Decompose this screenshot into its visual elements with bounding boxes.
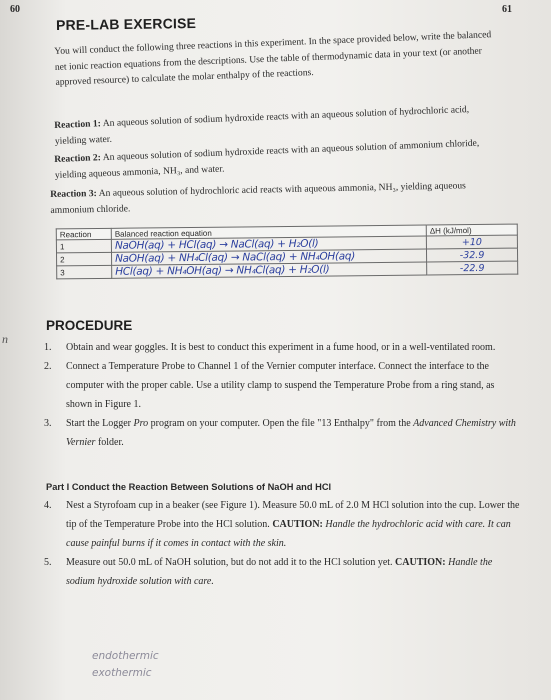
list-item [40, 553, 520, 591]
step-text: Nest a Styrofoam cup in a beaker (see Figure 1). Measure 50.0 mL of 2.0 M HCl solution into the cup. Lower the tip of the Temperature Probe into the HCl solution. [66, 500, 520, 530]
caution-text: Handle the sodium hydroxide solution with care. [66, 557, 493, 587]
reaction-3-description [50, 178, 497, 218]
part-1-steps [40, 496, 520, 591]
step-text: Connect a Temperature Probe to Channel 1 of the Vernier computer interface. Connect the interface to the computer with the proper cable. Use a utility clamp to suspend the Temperature Probe from a ring stand, as shown in Figure 1. [66, 361, 495, 410]
handwritten-equation: HCl(aq) + NH₄OH(aq) → NH₄Cl(aq) + H₂O(l) [112, 262, 427, 278]
list-item [40, 414, 520, 452]
step-text-italic: Pro [133, 418, 149, 429]
caution-label: CAUTION: [272, 519, 323, 530]
step-number: 1. [44, 342, 52, 353]
reaction-3-text: An aqueous solution of hydrochloric acid reacts with aqueous ammonia, NH₃, yielding aqueous ammonium chloride. [50, 180, 466, 216]
handwritten-note: exothermic [92, 667, 152, 679]
handwritten-equation: NaOH(aq) + NH₄Cl(aq) → NaCl(aq) + NH₄OH(aq) [111, 249, 426, 265]
handwritten-equation: NaOH(aq) + HCl(aq) → NaCl(aq) + H₂O(l) [111, 236, 426, 252]
margin-mark: n [2, 332, 8, 346]
step-text-italic: Advanced Chemistry with Vernier [66, 418, 516, 448]
handwritten-enthalpy: +10 [426, 235, 517, 249]
procedure-heading: PROCEDURE [46, 318, 133, 333]
header-equation: Balanced reaction equation [111, 225, 426, 239]
row-number: 2 [57, 252, 112, 266]
reaction-2-text: An aqueous solution of sodium hydroxide reacts with an aqueous solution of ammonium chloride, yielding aqueous ammonia, NH₃, and water. [54, 137, 480, 181]
reaction-1-text: An aqueous solution of sodium hydroxide reacts with an aqueous solution of hydrochloric acid, yielding water. [54, 104, 470, 147]
step-text: Obtain and wear goggles. It is best to conduct this experiment in a fume hood, or in a well-ventilated room. [66, 342, 496, 353]
reaction-1-label: Reaction 1: [54, 118, 102, 131]
caution-text: Handle the hydrochloric acid with care. It can cause painful burns if it comes in contact with the skin. [66, 519, 511, 549]
header-reaction: Reaction [56, 228, 111, 240]
handwritten-enthalpy: -22.9 [427, 261, 518, 275]
page-title: PRE-LAB EXERCISE [55, 15, 197, 33]
step-text: folder. [95, 437, 124, 448]
reaction-3-label: Reaction 3: [50, 188, 97, 200]
step-text: Measure out 50.0 mL of NaOH solution, but do not add it to the HCl solution yet. [66, 557, 396, 568]
list-item [40, 357, 520, 414]
step-text: program on your computer. Open the file "13 Enthalpy" from the [148, 418, 414, 429]
procedure-steps [40, 338, 520, 452]
step-number: 4. [44, 500, 52, 511]
reaction-table [56, 224, 519, 280]
step-number: 5. [44, 557, 52, 568]
step-number: 2. [44, 361, 52, 372]
step-text: Start the Logger [66, 418, 134, 429]
row-number: 1 [56, 239, 111, 253]
row-number: 3 [57, 265, 112, 279]
part-heading: Part I Conduct the Reaction Between Solutions of NaOH and HCl [46, 482, 332, 492]
header-enthalpy: ΔH (kJ/mol) [426, 224, 517, 236]
handwritten-note: endothermic [92, 650, 159, 662]
step-number: 3. [44, 418, 52, 429]
list-item [40, 338, 520, 357]
intro-paragraph: You will conduct the following three reactions in this experiment. In the space provided below, write the balanced net ionic reaction equations from the descriptions. Use the table of thermodynamic data in your text (or another approved resource) to calculate the molar enthalpy of the reactions. [54, 29, 492, 88]
page-number-right: 61 [502, 4, 512, 15]
list-item [40, 496, 520, 553]
reaction-2-label: Reaction 2: [54, 152, 102, 165]
handwritten-enthalpy: -32.9 [426, 248, 517, 262]
caution-label: CAUTION: [395, 557, 446, 568]
page-number-left: 60 [10, 4, 20, 15]
